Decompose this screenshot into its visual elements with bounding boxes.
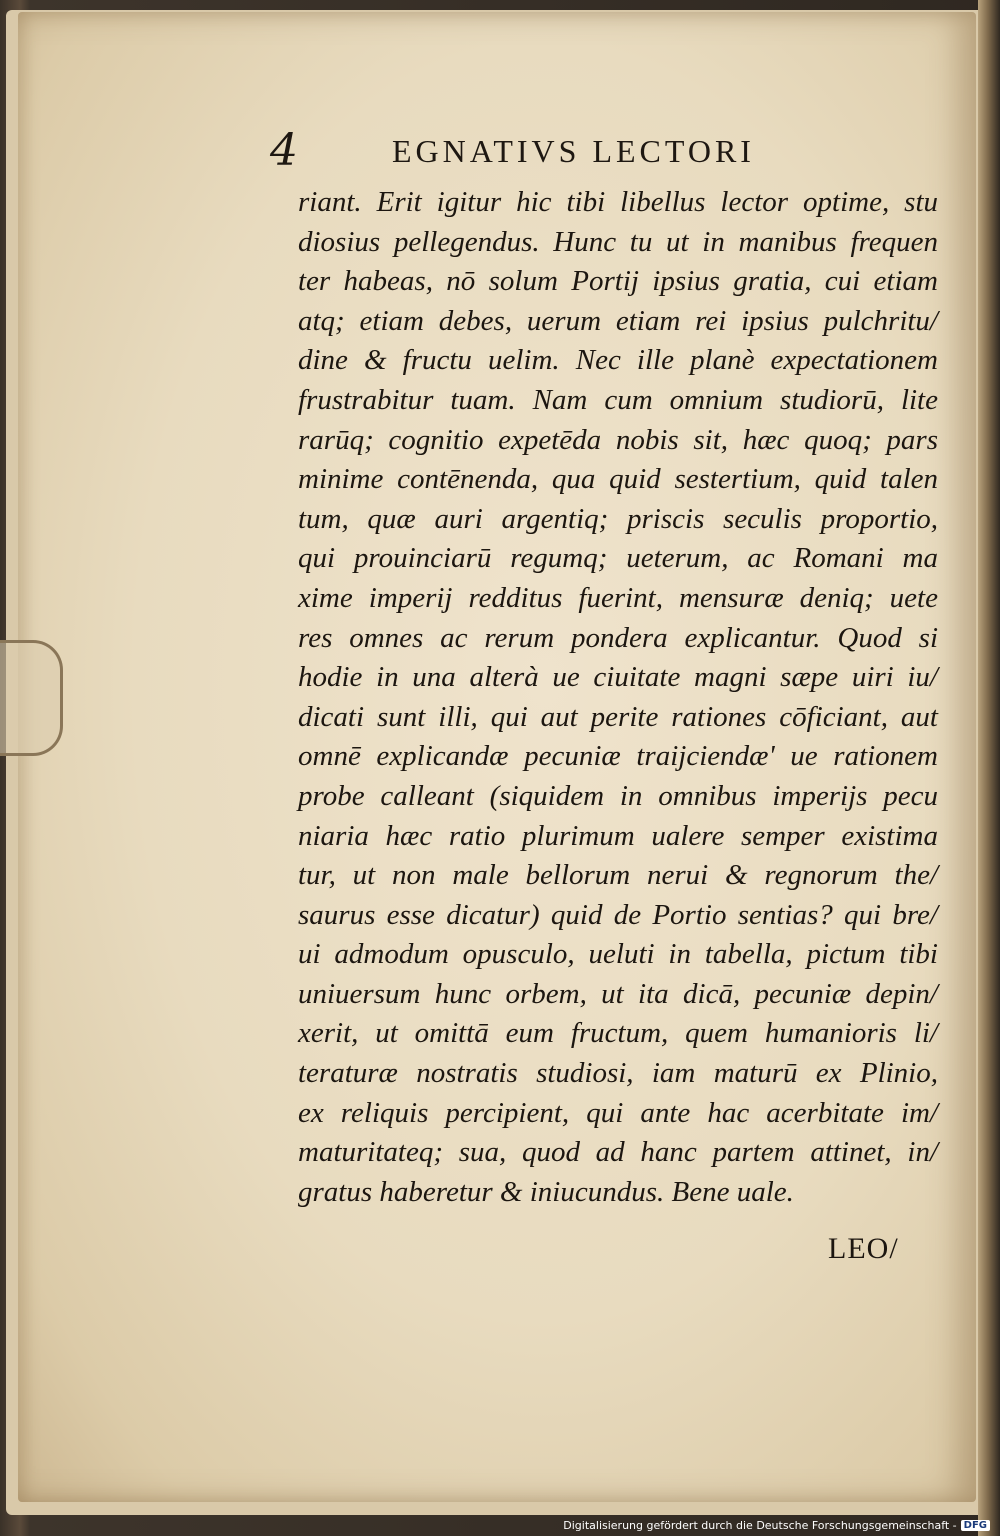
bookmark-tab (0, 640, 63, 756)
text-line: minime contēnenda, qua quid sestertium, quid talen (298, 463, 938, 496)
text-line: niaria hæc ratio plurimum ualere semper existima (298, 819, 938, 852)
text-line: omnē explicandæ pecuniæ traijciendæ' ue rationem (298, 740, 938, 773)
text-line: teraturæ nostratis studiosi, iam maturū ex Plinio, (298, 1057, 938, 1090)
text-line: uniuersum hunc orbem, ut ita dicā, pecuniæ depin/ (298, 977, 938, 1010)
text-line: diosius pellegendus. Hunc tu ut in manibus frequen (298, 225, 938, 258)
page-number: 4 (270, 125, 298, 176)
dfg-logo: DFG (961, 1520, 990, 1531)
digitization-footer (563, 1519, 990, 1532)
text-line: maturitateq; sua, quod ad hanc partem attinet, in/ (298, 1136, 938, 1169)
text-line: ui admodum opusculo, ueluti in tabella, pictum tibi (298, 938, 938, 971)
text-line: qui prouinciarū regumq; ueterum, ac Romani ma (298, 542, 938, 575)
text-line: gratus haberetur & iniucundus. Bene uale. (298, 1175, 794, 1208)
text-line: dicati sunt illi, qui aut perite rationes cōficiant, aut (298, 700, 938, 733)
text-line: ex reliquis percipient, qui ante hac acerbitate im/ (298, 1096, 938, 1129)
text-line: riant. Erit igitur hic tibi libellus lector optime, stu (298, 186, 938, 218)
page-edge (978, 0, 1000, 1536)
text-line: ter habeas, nō solum Portij ipsius gratia, cui etiam (298, 265, 938, 298)
body-text (298, 183, 938, 1212)
text-line: xerit, ut omittā eum fructum, quem humanioris li/ (298, 1017, 938, 1050)
text-line: probe calleant (siquidem in omnibus imperijs pecu (298, 779, 938, 812)
page-header (270, 125, 830, 175)
text-line: tur, ut non male bellorum nerui & regnorum the/ (298, 859, 938, 892)
text-line: tum, quæ auri argentiq; priscis seculis proportio, (298, 502, 938, 535)
catchword: LEO/ (828, 1232, 899, 1265)
footer-credit: Digitalisierung gefördert durch die Deutsche Forschungsgemeinschaft - (563, 1519, 957, 1532)
text-line: dine & fructu uelim. Nec ille planè expectationem (298, 344, 938, 377)
text-line: saurus esse dicatur) quid de Portio sentias? qui bre/ (298, 898, 938, 931)
text-line: hodie in una alterà ue ciuitate magni sæpe uiri iu/ (298, 661, 938, 694)
text-line: frustrabitur tuam. Nam cum omnium studiorū, lite (298, 383, 938, 416)
text-line: rarūq; cognitio expetēda nobis sit, hæc quoq; pars (298, 423, 938, 456)
running-title: EGNATIVS LECTORI (392, 133, 755, 169)
text-line: atq; etiam debes, uerum etiam rei ipsius pulchritu/ (298, 304, 938, 337)
text-line: xime imperij redditus fuerint, mensuræ deniq; uete (298, 581, 938, 614)
text-line: res omnes ac rerum pondera explicantur. Quod si (298, 621, 938, 654)
